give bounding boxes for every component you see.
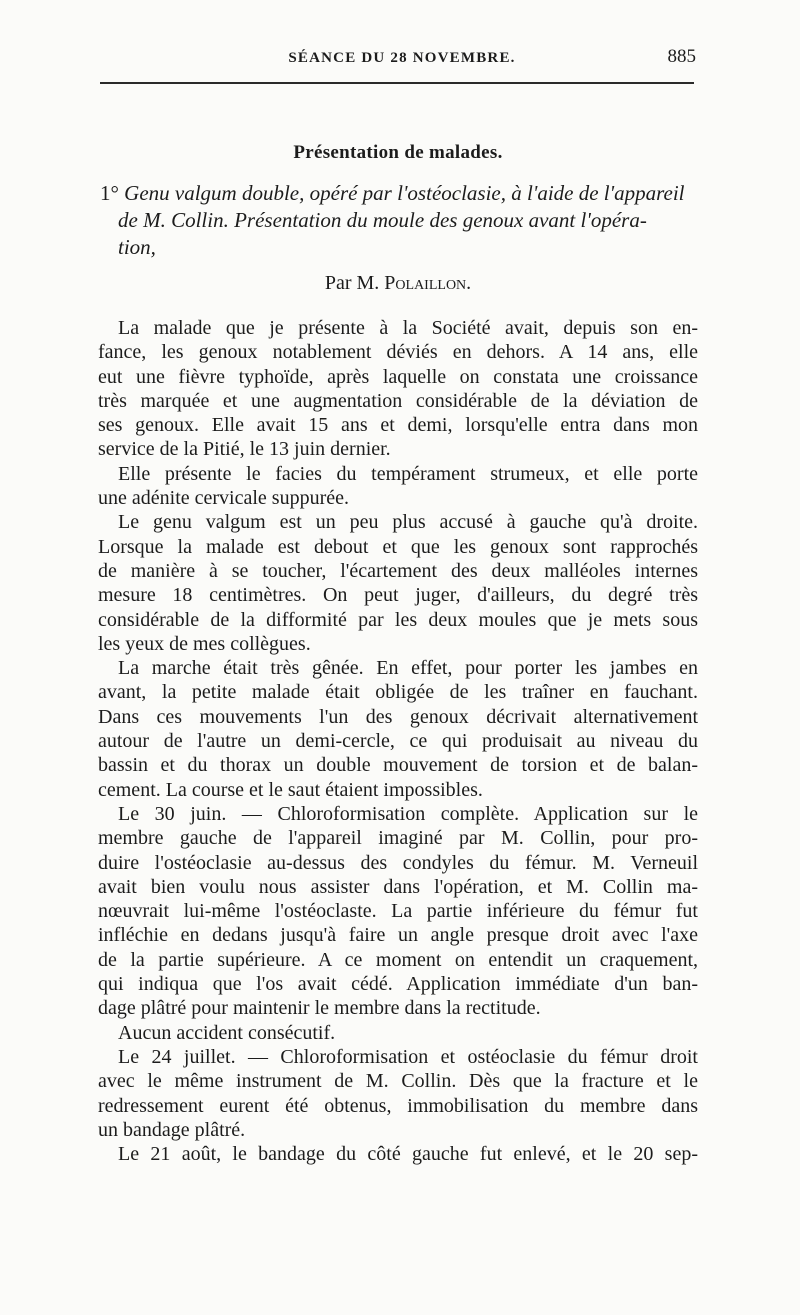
- text-line: une adénite cervicale suppurée.: [98, 487, 349, 510]
- case-heading: [100, 180, 698, 261]
- text-line: les yeux de mes collègues.: [98, 632, 311, 655]
- text-line: La marche était très gênée. En effet, pour porter les jambes en: [118, 657, 698, 680]
- text-line: de la partie supérieure. A ce moment on entendit un craquement,: [98, 948, 698, 971]
- case-heading-line: de M. Collin. Présentation du moule des genoux avant l'opéra-: [118, 208, 647, 232]
- case-number: 1°: [100, 181, 119, 205]
- text-line: mesure 18 centimètres. On peut juger, d'ailleurs, du degré très: [98, 584, 698, 607]
- running-head: [100, 46, 696, 76]
- text-line: considérable de la difformité par les deux moules que je mets sous: [98, 608, 698, 631]
- text-line: autour de l'autre un demi-cercle, ce qui produisait au niveau du: [98, 730, 698, 753]
- text-line: un bandage plâtré.: [98, 1118, 246, 1141]
- text-line: Le genu valgum est un peu plus accusé à gauche qu'à droite.: [118, 511, 698, 534]
- case-heading-line: tion,: [118, 235, 156, 259]
- page-number: 885: [667, 46, 696, 67]
- body-text: [98, 316, 698, 1166]
- text-line: La malade que je présente à la Société avait, depuis son en-: [118, 317, 698, 339]
- text-line: qui indiqua que l'os avait cédé. Application immédiate d'un ban-: [98, 973, 698, 996]
- text-line: eut une fièvre typhoïde, après laquelle on constata une croissance: [98, 365, 698, 388]
- text-line: duire l'ostéoclasie au-dessus des condyles du fémur. M. Verneuil: [98, 851, 698, 874]
- text-line: Aucun accident consécutif.: [118, 1021, 336, 1044]
- text-line: cement. La course et le saut étaient impossibles.: [98, 778, 483, 801]
- text-line: de manière à se toucher, l'écartement des deux malléoles internes: [98, 559, 698, 582]
- text-line: Le 21 août, le bandage du côté gauche fut enlevé, et le 20 sep-: [118, 1143, 698, 1166]
- text-line: Le 30 juin. — Chloroformisation complète. Application sur le: [118, 802, 698, 825]
- text-line: fance, les genoux notablement déviés en dehors. A 14 ans, elle: [98, 341, 698, 364]
- section-title: Présentation de malades.: [293, 142, 503, 163]
- text-line: nœuvrait lui-même l'ostéoclaste. La partie inférieure du fémur fut: [98, 900, 698, 923]
- text-line: avec le même instrument de M. Collin. Dès que la fracture et le: [98, 1070, 698, 1093]
- text-line: avait bien voulu nous assister dans l'opération, et M. Collin ma-: [98, 875, 698, 898]
- header-rule: [100, 82, 694, 84]
- text-line: avant, la petite malade était obligée de les traîner en fauchant.: [98, 681, 698, 704]
- case-heading-line: 1° Genu valgum double, opéré par l'ostéoclasie, à l'aide de l'appareil: [100, 181, 685, 205]
- text-line: Elle présente le facies du tempérament strumeux, et elle porte: [118, 462, 698, 485]
- text-line: service de la Pitié, le 13 juin dernier.: [98, 438, 391, 461]
- text-line: redressement eurent été obtenus, immobilisation du membre dans: [98, 1094, 698, 1117]
- text-line: infléchie en dedans jusqu'à faire un angle presque droit avec l'axe: [98, 924, 698, 947]
- text-line: très marquée et une augmentation considérable de la déviation de: [98, 389, 698, 412]
- text-line: dage plâtré pour maintenir le membre dans la rectitude.: [98, 997, 541, 1020]
- text-line: Lorsque la malade est debout et que les genoux sont rapprochés: [98, 535, 698, 558]
- author-name: Polaillon.: [384, 272, 472, 294]
- author-line: [100, 272, 696, 295]
- running-head-title: SÉANCE DU 28 NOVEMBRE.: [288, 50, 516, 66]
- text-line: Le 24 juillet. — Chloroformisation et ostéoclasie du fémur droit: [118, 1045, 698, 1068]
- text-line: membre gauche de l'appareil imaginé par M. Collin, pour pro-: [98, 827, 698, 850]
- author-prefix: Par M.: [324, 272, 380, 294]
- text-line: ses genoux. Elle avait 15 ans et demi, lorsqu'elle entra dans mon: [98, 414, 698, 437]
- text-line: Dans ces mouvements l'un des genoux décrivait alternativement: [98, 705, 698, 728]
- text-line: bassin et du thorax un double mouvement de torsion et de balan-: [98, 754, 698, 777]
